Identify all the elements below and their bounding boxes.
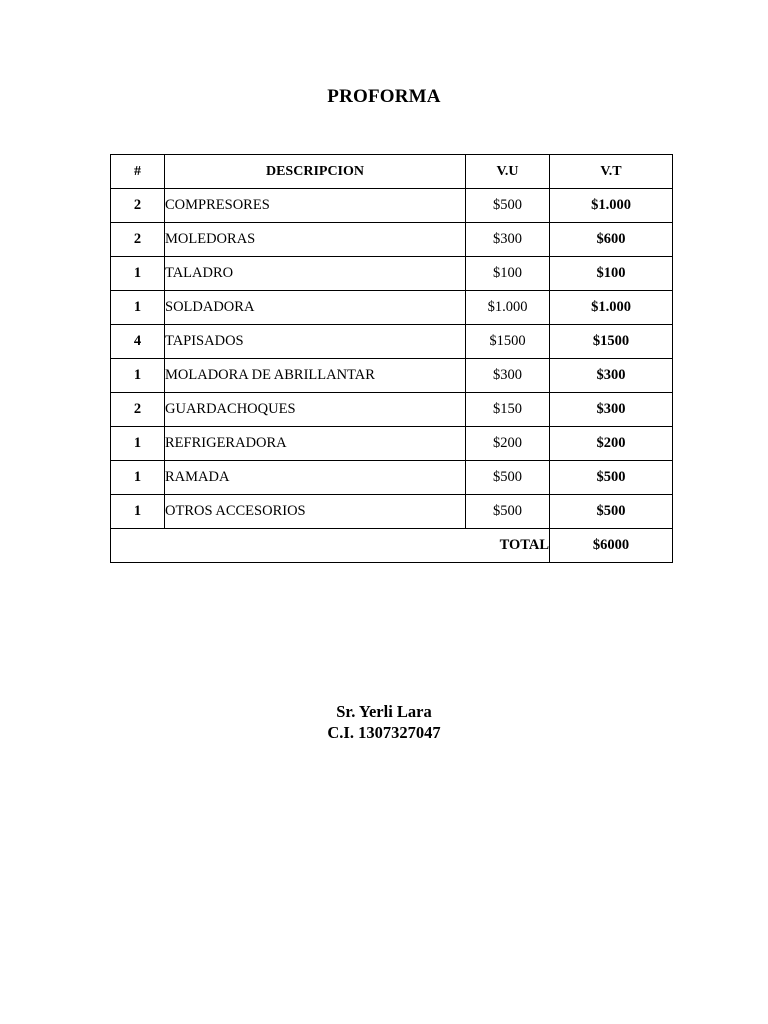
row-description: REFRIGERADORA [165, 427, 466, 461]
table-row [111, 189, 673, 223]
signatory-id: C.I. 1307327047 [327, 723, 441, 742]
row-qty: 2 [111, 393, 165, 427]
row-unit-value: $200 [466, 427, 550, 461]
signature-block [0, 701, 768, 743]
row-description: MOLADORA DE ABRILLANTAR [165, 359, 466, 393]
row-unit-value: $100 [466, 257, 550, 291]
row-qty: 1 [111, 359, 165, 393]
header-description: DESCRIPCION [165, 155, 466, 189]
row-description: GUARDACHOQUES [165, 393, 466, 427]
table-row [111, 393, 673, 427]
row-description: MOLEDORAS [165, 223, 466, 257]
row-description: TALADRO [165, 257, 466, 291]
proforma-table [110, 154, 673, 563]
row-qty: 1 [111, 495, 165, 529]
row-description: RAMADA [165, 461, 466, 495]
row-qty: 1 [111, 427, 165, 461]
table-row [111, 257, 673, 291]
row-description: SOLDADORA [165, 291, 466, 325]
row-total-value: $200 [550, 427, 673, 461]
table-row [111, 223, 673, 257]
row-unit-value: $150 [466, 393, 550, 427]
header-total-value: V.T [550, 155, 673, 189]
row-unit-value: $300 [466, 359, 550, 393]
row-total-value: $1500 [550, 325, 673, 359]
total-value: $6000 [550, 529, 673, 563]
row-total-value: $1.000 [550, 291, 673, 325]
row-qty: 2 [111, 223, 165, 257]
total-row [111, 529, 673, 563]
row-description: OTROS ACCESORIOS [165, 495, 466, 529]
header-qty: # [111, 155, 165, 189]
row-total-value: $100 [550, 257, 673, 291]
row-qty: 1 [111, 257, 165, 291]
table-row [111, 359, 673, 393]
table-row [111, 461, 673, 495]
page-title: PROFORMA [327, 86, 441, 107]
row-total-value: $500 [550, 495, 673, 529]
signatory-name: Sr. Yerli Lara [336, 702, 432, 721]
header-unit-value: V.U [466, 155, 550, 189]
row-total-value: $1.000 [550, 189, 673, 223]
row-description: TAPISADOS [165, 325, 466, 359]
row-qty: 1 [111, 291, 165, 325]
table-row [111, 427, 673, 461]
row-qty: 4 [111, 325, 165, 359]
row-unit-value: $1.000 [466, 291, 550, 325]
row-unit-value: $300 [466, 223, 550, 257]
row-unit-value: $500 [466, 461, 550, 495]
row-total-value: $500 [550, 461, 673, 495]
total-label: TOTAL [111, 529, 550, 563]
row-qty: 1 [111, 461, 165, 495]
row-qty: 2 [111, 189, 165, 223]
table-row [111, 291, 673, 325]
row-total-value: $300 [550, 359, 673, 393]
row-unit-value: $500 [466, 189, 550, 223]
row-description: COMPRESORES [165, 189, 466, 223]
table-row [111, 495, 673, 529]
row-unit-value: $500 [466, 495, 550, 529]
table-header-row [111, 155, 673, 189]
table-row [111, 325, 673, 359]
row-unit-value: $1500 [466, 325, 550, 359]
row-total-value: $300 [550, 393, 673, 427]
row-total-value: $600 [550, 223, 673, 257]
